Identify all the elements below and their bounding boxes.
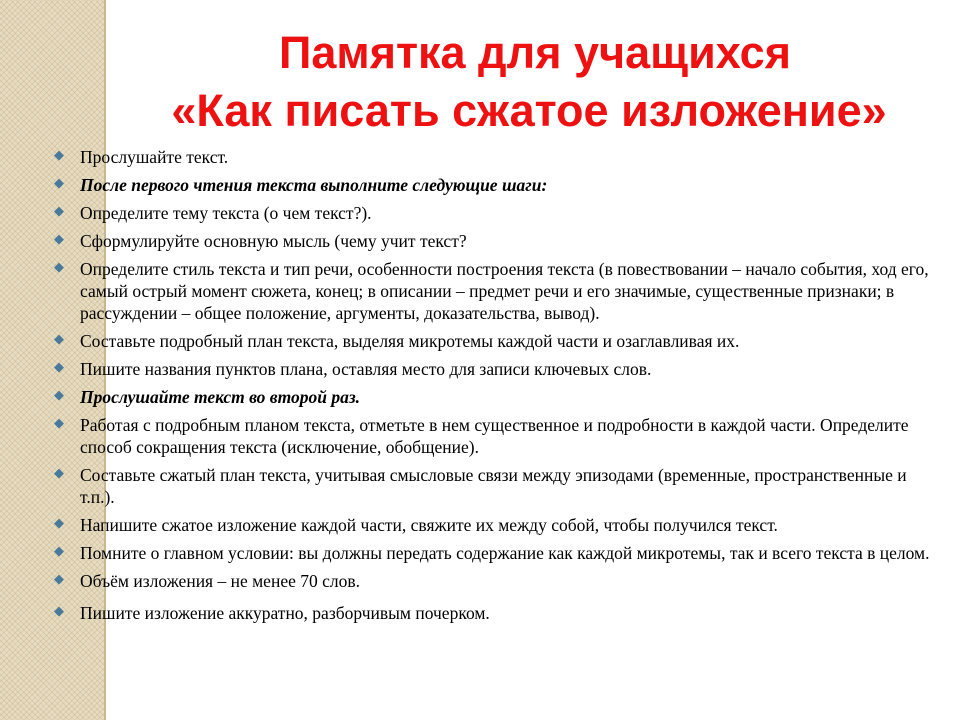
list-item-text: После первого чтения текста выполните следующие шаги: <box>80 175 548 195</box>
list-item-text: Определите тему текста (о чем текст?). <box>80 203 372 223</box>
diamond-bullet-icon: ◆ <box>54 544 64 559</box>
list-item <box>54 146 944 168</box>
list-item-text: Составьте подробный план текста, выделяя микротемы каждой части и озаглавливая их. <box>80 331 740 351</box>
diamond-bullet-icon: ◆ <box>54 360 64 375</box>
diamond-bullet-icon: ◆ <box>54 516 64 531</box>
list-item <box>54 570 944 592</box>
list-item-text: Объём изложения – не менее 70 слов. <box>80 571 360 591</box>
list-item <box>54 542 944 564</box>
list-item <box>54 358 944 380</box>
diamond-bullet-icon: ◆ <box>54 148 64 163</box>
list-item <box>54 602 944 624</box>
instruction-list <box>54 146 944 630</box>
list-item <box>54 414 944 458</box>
list-item-text: Прослушайте текст. <box>80 147 229 167</box>
diamond-bullet-icon: ◆ <box>54 388 64 403</box>
list-item-text: Составьте сжатый план текста, учитывая смысловые связи между эпизодами (временные, пространственные и т.п.). <box>80 465 907 507</box>
list-item-text: Определите стиль текста и тип речи, особенности построения текста (в повествовании – начало события, ход его, самый острый момент сюжета, конец; в описании – предмет речи и его значимые, существенные признаки; в рассуждении – общее положение, аргументы, доказательства, вывод). <box>80 259 929 323</box>
list-item <box>54 386 944 408</box>
list-item-text: Напишите сжатое изложение каждой части, свяжите их между собой, чтобы получился текст. <box>80 515 778 535</box>
list-item <box>54 514 944 536</box>
title-line-2: «Как писать сжатое изложение» <box>171 85 887 136</box>
list-item <box>54 464 944 508</box>
list-item <box>54 230 944 252</box>
list-item-text: Пишите изложение аккуратно, разборчивым почерком. <box>80 603 490 623</box>
list-item-text: Работая с подробным планом текста, отметьте в нем существенное и подробности в каждой части. Определите способ сокращения текста (исключение, обобщение). <box>80 415 909 457</box>
diamond-bullet-icon: ◆ <box>54 232 64 247</box>
diamond-bullet-icon: ◆ <box>54 204 64 219</box>
diamond-bullet-icon: ◆ <box>54 604 64 619</box>
list-item-text: Сформулируйте основную мысль (чему учит текст? <box>80 231 467 251</box>
list-item <box>54 174 944 196</box>
diamond-bullet-icon: ◆ <box>54 176 64 191</box>
diamond-bullet-icon: ◆ <box>54 416 64 431</box>
diamond-bullet-icon: ◆ <box>54 332 64 347</box>
list-item-text: Пишите названия пунктов плана, оставляя место для записи ключевых слов. <box>80 359 652 379</box>
list-item <box>54 202 944 224</box>
list-item <box>54 258 944 324</box>
list-item <box>54 330 944 352</box>
diamond-bullet-icon: ◆ <box>54 466 64 481</box>
list-item-text: Прослушайте текст во второй раз. <box>80 387 361 407</box>
diamond-bullet-icon: ◆ <box>54 572 64 587</box>
diamond-bullet-icon: ◆ <box>54 260 64 275</box>
page-title <box>110 24 960 140</box>
title-line-1: Памятка для учащихся <box>279 27 791 78</box>
list-item-text: Помните о главном условии: вы должны передать содержание как каждой микротемы, так и всего текста в целом. <box>80 543 930 563</box>
